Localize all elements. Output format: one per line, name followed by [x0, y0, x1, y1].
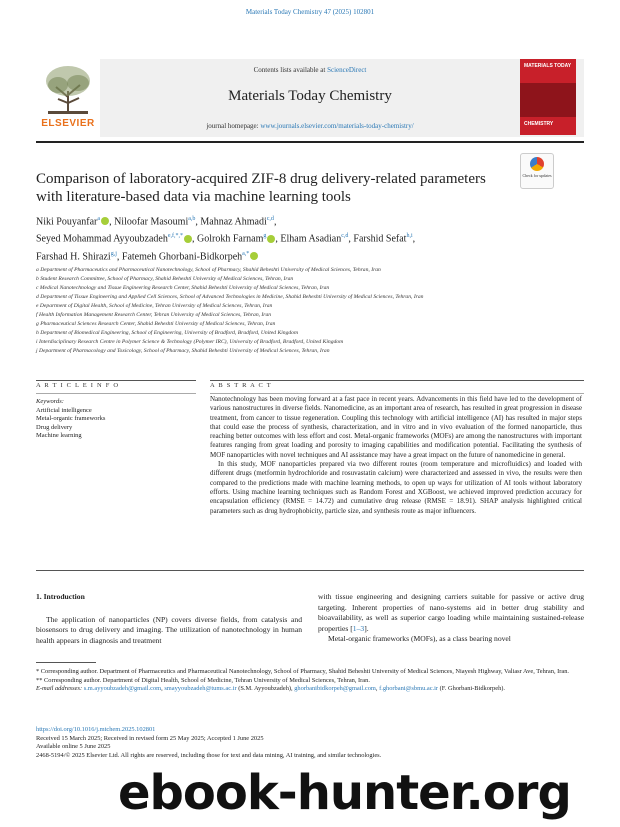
- author-name[interactable]: Niki Pouyanfar: [36, 216, 98, 228]
- doi-link[interactable]: https://doi.org/10.1016/j.mtchem.2025.102801: [36, 726, 156, 733]
- author-name[interactable]: Mahnaz Ahmadi: [200, 216, 267, 228]
- keyword: Machine learning: [36, 432, 82, 439]
- footnote: * Corresponding author. Department of Pharmaceutics and Pharmaceutical Nanotechnology, School of Pharmacy, Shahid Beheshti University of Medical Sciences, Niayesh Highway, Valiasr Ave, Tehran, Iran.: [36, 668, 570, 675]
- homepage-link[interactable]: www.journals.elsevier.com/materials-today-chemistry/: [260, 122, 414, 130]
- contents-line: [100, 66, 520, 74]
- affil-marker[interactable]: h,i: [406, 233, 413, 240]
- contents-prefix: Contents lists available at: [253, 66, 326, 74]
- abstract-paragraph: Nanotechnology has been moving forward at a fast pace in recent years. Advancements in this field have led to the development of various nanostructures in diverse fields. Nanomedicine, as an important area of research, has resulted in great progression in disease treatment, from cancer to tissue regeneration. Coupling this technology with artificial intelligence (AI) has resulted in major steps that could ease the process of synthesis, characterization, and in vitro and in vivo evaluation of the formed nanoparticle, thus reaching better outcomes with less effort and cost. Metal-organic frameworks (MOFs) are among the nanostructures with important features ranging from great loading and porosity to imaging capabilities and modification potential. Facilitating the synthesis of MOF nanoparticles with novel techniques and AI assistance may have a great impact on the future of nanomedicine in general.: [210, 395, 582, 459]
- abstract-body: [210, 395, 582, 516]
- email-link[interactable]: ghorbanibidkorpeh@gmail.com: [294, 685, 376, 693]
- copyright: 2468-5194/© 2025 Elsevier Ltd. All rights are reserved, including those for text and data mining, AI training, and similar technologies.: [36, 751, 382, 759]
- email-label: E-mail addresses:: [36, 685, 83, 693]
- keywords-block: [36, 398, 196, 441]
- email-link[interactable]: smayyoubzadeh@tums.ac.ir: [164, 685, 237, 693]
- orcid-icon[interactable]: [184, 235, 192, 243]
- sciencedirect-link[interactable]: ScienceDirect: [327, 66, 367, 74]
- author-name[interactable]: Fatemeh Ghorbani-Bidkorpeh: [121, 250, 243, 262]
- crossmark-icon: [530, 157, 544, 171]
- elsevier-tree-icon: [42, 63, 94, 117]
- affil-marker[interactable]: g: [263, 233, 267, 240]
- footnotes: [36, 668, 584, 694]
- author-name[interactable]: Seyed Mohammad Ayyoubzadeh: [36, 233, 168, 245]
- affiliations: [36, 266, 586, 356]
- affiliation: b Student Research Committee, School of Pharmacy, Shahid Beheshti University of Medical Sciences, Tehran, Iran: [36, 276, 294, 282]
- email-owner: (S.M. Ayyoubzadeh),: [238, 685, 293, 693]
- journal-title: Materials Today Chemistry: [228, 88, 392, 104]
- affil-marker[interactable]: c,d: [341, 233, 349, 240]
- footnote: ** Corresponding author. Department of Digital Health, School of Medicine, Tehran University of Medical Sciences, Tehran, Iran.: [36, 676, 370, 684]
- cover-subtitle: CHEMISTRY: [524, 121, 554, 127]
- available-date: Available online 5 June 2025: [36, 743, 111, 751]
- paper-title: Comparison of laboratory-acquired ZIF-8 drug delivery-related parameters with literature-based data via machine learning tools: [36, 171, 486, 205]
- header-divider: [36, 141, 584, 143]
- divider: [36, 393, 196, 394]
- journal-cover[interactable]: [520, 59, 576, 135]
- affiliation: g Pharmaceutical Sciences Research Center, Shahid Beheshti University of Medical Sciences, Tehran, Iran: [36, 321, 276, 327]
- divider: [210, 380, 584, 381]
- received-dates: Received 15 March 2025; Received in revised form 25 May 2025; Accepted 1 June 2025: [36, 734, 264, 742]
- affil-marker[interactable]: a: [97, 216, 101, 222]
- abstract-heading: A B S T R A C T: [210, 382, 272, 389]
- article-info-heading: A R T I C L E I N F O: [36, 382, 120, 389]
- divider: [36, 380, 196, 381]
- email-link[interactable]: f.ghorbani@sbmu.ac.ir: [379, 685, 439, 693]
- email-owner: (F. Ghorbani-Bidkorpeh).: [439, 685, 506, 693]
- affiliation: f Health Information Management Research Center, Tehran University of Medical Sciences, Tehran, Iran: [36, 312, 272, 318]
- orcid-icon[interactable]: [267, 235, 275, 243]
- affiliation: h Department of Biomedical Engineering, School of Engineering, University of Bradford, Bradford, United Kingdom: [36, 330, 298, 336]
- author-name[interactable]: Farshid Sefat: [353, 233, 407, 245]
- journal-reference[interactable]: Materials Today Chemistry 47 (2025) 102801: [245, 8, 375, 16]
- watermark-text: ebook-hunter.org: [118, 765, 571, 821]
- publication-info: [36, 726, 584, 760]
- check-updates-label: Check for updates: [522, 173, 552, 178]
- elsevier-logo-text: ELSEVIER: [41, 118, 95, 129]
- affil-marker[interactable]: a,*: [242, 250, 250, 257]
- keyword: Drug delivery: [36, 423, 73, 431]
- affiliation: d Department of Tissue Engineering and Applied Cell Sciences, School of Advanced Technologies in Medicine, Shahid Beheshti University of Medical Sciences, Tehran, Iran: [36, 294, 424, 300]
- email-link[interactable]: s.m.ayyoubzadeh@gmail.com: [83, 685, 162, 693]
- orcid-icon[interactable]: [101, 217, 109, 225]
- author-list: Niki Pouyanfar$^a$ , Niloofar Masoumi$^{a,b}$, Mahnaz Ahmadi$^{c,d}$, Seyed Mohammad Ayyoubzadeh$^{e,f,*,*}$ , Golrokh Farnam$^g$ , Elham Asadian$^{c,d}$, Farshid Sefat$^{h,i}$, Farshad H. Shirazi$^{g,j}$, Fatemeh Ghorbani-Bidkorpeh$^{a,*}$: [36, 216, 416, 262]
- keyword: Metal-organic frameworks: [36, 415, 106, 422]
- divider: [36, 570, 584, 571]
- abstract-paragraph: In this study, MOF nanoparticles prepared via two different routes (room temperature and microfluidics) and loaded with different drugs (metformin hydrochloride and rosuvastatin calcium) were characterized and assessed in vivo, the results were then compared to the predictions made with machine learning methods, to open up ways for utilization of AI tools without laboratory efforts. Using machine learning techniques such as Random Forest and XGBoost, we achieved improved prediction accuracy for encapsulation efficiency (RMSE = 14.72) and cumulative drug release (RMSE = 18.91). SHAP analysis highlighted critical parameters such as drug hydrophobicity, particle size, and synthesis route as major influencers.: [210, 460, 582, 515]
- affil-marker[interactable]: e,f,*,*: [167, 233, 184, 240]
- keyword: Artificial intelligence: [36, 406, 92, 414]
- affiliation: a Department of Pharmaceutics and Pharmaceutical Nanotechnology, School of Pharmacy, Shahid Beheshti University of Medical Sciences, Tehran, Iran: [36, 267, 381, 273]
- cover-graphic: [520, 83, 576, 117]
- check-for-updates-button[interactable]: [520, 153, 554, 189]
- author-name[interactable]: Elham Asadian: [280, 233, 342, 245]
- email-footnote: E-mail addresses: s.m.ayyoubzadeh@gmail.com, smayyoubzadeh@tums.ac.ir (S.M. Ayyoubzadeh), ghorbanibidkorpeh@gmail.com, f.ghorbani@sbmu.ac.ir (F. Ghorbani-Bidkorpeh).: [36, 685, 506, 693]
- body-text: ].: [364, 623, 369, 633]
- section-heading: 1. Introduction: [36, 592, 85, 601]
- affil-marker[interactable]: a,b: [188, 216, 196, 222]
- affiliation: c Medical Nanotechnology and Tissue Engineering Research Center, Shahid Beheshti University of Medical Sciences, Tehran, Iran: [36, 285, 330, 291]
- author-name[interactable]: Farshad H. Shirazi: [36, 250, 111, 262]
- keywords-label: Keywords:: [36, 398, 64, 405]
- cover-title: MATERIALS TODAY: [524, 63, 572, 69]
- body-paragraph: The application of nanoparticles (NP) covers diverse fields, from catalysis and biosensors to drug delivery and imaging. The utilization of nanotechnology in human health appears in diagnosis and treatment: [36, 614, 302, 645]
- homepage-prefix: journal homepage:: [206, 122, 259, 130]
- homepage-line: [100, 122, 520, 130]
- affiliation: i Interdisciplinary Research Centre in Polymer Science & Technology (Polymer IRC), University of Bradford, Bradford, United Kingdom: [36, 339, 344, 345]
- footnote-divider: [36, 662, 96, 663]
- citation-link[interactable]: 1–3: [352, 623, 365, 633]
- body-column-left: [36, 592, 302, 646]
- body-paragraph: Metal-organic frameworks (MOFs), as a class bearing novel: [328, 634, 511, 643]
- body-paragraph: [318, 592, 584, 634]
- orcid-icon[interactable]: [250, 252, 258, 260]
- author-name[interactable]: Golrokh Farnam: [197, 233, 264, 245]
- affil-marker[interactable]: c,d: [266, 216, 274, 222]
- affiliation: j Department of Pharmacology and Toxicology, School of Pharmacy, Shahid Beheshti University of Medical Sciences, Tehran, Iran: [36, 348, 330, 354]
- body-column-right: [318, 592, 584, 645]
- author-name[interactable]: Niloofar Masoumi: [114, 216, 189, 228]
- divider: [210, 393, 584, 394]
- affiliation: e Department of Digital Health, School of Medicine, Tehran University of Medical Sciences, Tehran, Iran: [36, 303, 273, 309]
- body-text: with tissue engineering and designing carriers suitable for passive or active drug targeting. Inherent properties of nano-systems aid in better drug stability and bioavailability, as well as superior cargo loading while maintaining sustained-release properties [: [318, 592, 584, 633]
- affil-marker[interactable]: g,j: [110, 250, 117, 257]
